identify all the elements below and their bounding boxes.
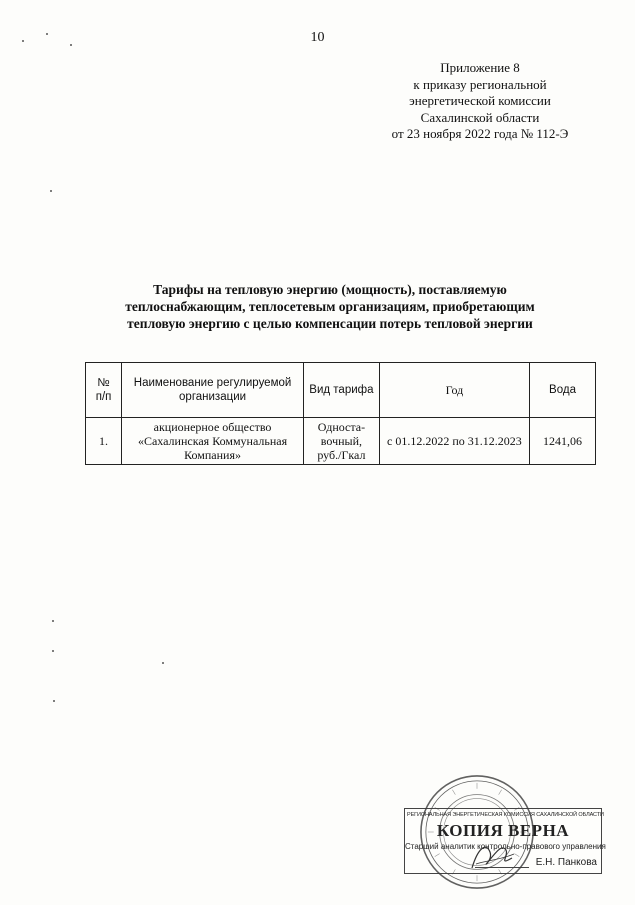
cell-organization: акционерное общество «Сахалинская Коммунальная Компания» [122, 418, 304, 465]
tariff-table [85, 362, 596, 465]
title-line: Тарифы на тепловую энергию (мощность), поставляемую [153, 282, 507, 297]
header-water: Вода [530, 363, 596, 418]
cell-period: с 01.12.2022 по 31.12.2023 [379, 418, 529, 465]
cell-tariff-type: Односта- вочный, руб./Гкал [303, 418, 379, 465]
stamp-organization: РЕГИОНАЛЬНАЯ ЭНЕРГЕТИЧЕСКАЯ КОМИССИЯ САХАЛИНСКОЙ ОБЛАСТИ [407, 812, 604, 818]
cell-number: 1. [86, 418, 122, 465]
header-number: № п/п [86, 363, 122, 418]
scan-speck [22, 40, 24, 42]
table-header-row [86, 363, 596, 418]
document-title [60, 281, 600, 332]
table-row [86, 418, 596, 465]
scan-speck [46, 33, 48, 35]
title-line: тепловую энергию с целью компенсации потерь тепловой энергии [127, 316, 533, 331]
scan-speck [50, 190, 52, 192]
signature-icon [468, 838, 518, 874]
page-number: 10 [310, 30, 325, 45]
stamp-signer: Е.Н. Панкова [535, 857, 597, 868]
scan-speck [52, 620, 54, 622]
scan-speck [70, 44, 72, 46]
appendix-line: Приложение 8 [440, 60, 520, 75]
appendix-line: от 23 ноября 2022 года № 112-Э [391, 126, 569, 141]
appendix-line: энергетической комиссии [409, 93, 551, 108]
cell-water-tariff: 1241,06 [530, 418, 596, 465]
header-organization: Наименование регулируемой организации [122, 363, 304, 418]
stamp-copy-label: КОПИЯ ВЕРНА [436, 821, 570, 840]
title-line: теплоснабжающим, теплосетевым организациям, приобретающим [125, 299, 535, 314]
header-tariff-type: Вид тарифа [303, 363, 379, 418]
appendix-line: к приказу региональной [413, 76, 547, 92]
stamp-position: Старший аналитик контрольно-правового управления [405, 842, 606, 851]
appendix-reference [360, 60, 600, 143]
scan-speck [53, 700, 55, 702]
appendix-line: Сахалинской области [420, 109, 540, 125]
scan-speck [162, 662, 164, 664]
header-year: Год [379, 363, 529, 418]
scan-speck [52, 650, 54, 652]
